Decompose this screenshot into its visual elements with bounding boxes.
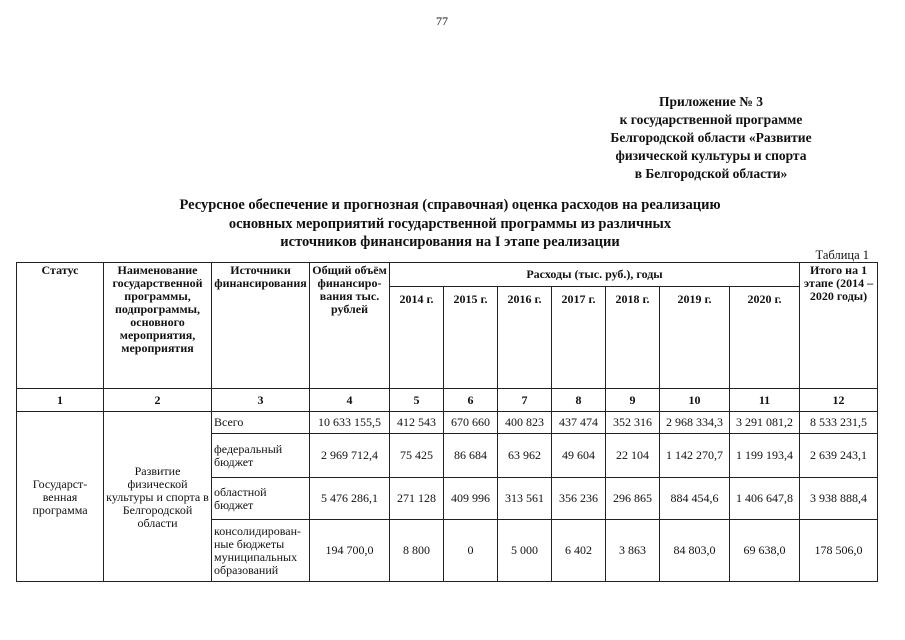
header-year: 2017 г.: [552, 287, 606, 389]
table-label: Таблица 1: [815, 248, 869, 262]
header-sources: Источники финансирования: [212, 263, 310, 389]
column-number: 12: [800, 389, 878, 412]
source-cell: Всего: [212, 412, 310, 434]
stage-total-cell: 8 533 231,5: [800, 412, 878, 434]
appendix-line: к государственной программе: [619, 112, 803, 127]
column-number: 6: [444, 389, 498, 412]
source-cell: федеральный бюджет: [212, 434, 310, 478]
appendix-line: в Белгородской области»: [634, 166, 788, 181]
year-value-cell: 352 316: [606, 412, 660, 434]
header-year: 2015 г.: [444, 287, 498, 389]
year-value-cell: 400 823: [498, 412, 552, 434]
stage-total-cell: 3 938 888,4: [800, 478, 878, 520]
year-value-cell: 0: [444, 520, 498, 582]
year-value-cell: 1 142 270,7: [660, 434, 730, 478]
header-year: 2014 г.: [390, 287, 444, 389]
column-number: 5: [390, 389, 444, 412]
total-cell: 10 633 155,5: [310, 412, 390, 434]
stage-total-cell: 2 639 243,1: [800, 434, 878, 478]
header-stage-total: Итого на 1 этапе (2014 – 2020 годы): [800, 263, 878, 389]
year-value-cell: 49 604: [552, 434, 606, 478]
header-year: 2020 г.: [730, 287, 800, 389]
column-number: 4: [310, 389, 390, 412]
year-value-cell: 884 454,6: [660, 478, 730, 520]
year-value-cell: 409 996: [444, 478, 498, 520]
source-cell: консолидирован-ные бюджеты муниципальных образований: [212, 520, 310, 582]
header-year: 2018 г.: [606, 287, 660, 389]
year-value-cell: 3 863: [606, 520, 660, 582]
year-value-cell: 69 638,0: [730, 520, 800, 582]
year-value-cell: 296 865: [606, 478, 660, 520]
stage-total-cell: 178 506,0: [800, 520, 878, 582]
year-value-cell: 86 684: [444, 434, 498, 478]
column-number-row: [17, 389, 878, 412]
year-value-cell: 670 660: [444, 412, 498, 434]
column-number: 8: [552, 389, 606, 412]
year-value-cell: 8 800: [390, 520, 444, 582]
column-number: 7: [498, 389, 552, 412]
year-value-cell: 1 199 193,4: [730, 434, 800, 478]
header-name: Наименование государственной программы, подпрограммы, основного мероприятия, мероприятия: [104, 263, 212, 389]
year-value-cell: 313 561: [498, 478, 552, 520]
year-value-cell: 412 543: [390, 412, 444, 434]
title-line: источников финансирования на I этапе реализации: [280, 234, 620, 250]
year-value-cell: 84 803,0: [660, 520, 730, 582]
column-number: 10: [660, 389, 730, 412]
year-value-cell: 2 968 334,3: [660, 412, 730, 434]
header-year: 2019 г.: [660, 287, 730, 389]
appendix-heading: [551, 93, 871, 183]
year-value-cell: 1 406 647,8: [730, 478, 800, 520]
document-title: [125, 196, 775, 252]
header-expenses: Расходы (тыс. руб.), годы: [390, 263, 800, 287]
status-cell: Государст-венная программа: [17, 412, 104, 582]
source-cell: областной бюджет: [212, 478, 310, 520]
appendix-line: Белгородской области «Развитие: [610, 130, 812, 145]
header-status: Статус: [17, 263, 104, 389]
table-row: [17, 412, 878, 434]
header-total: Общий объём финансиро-вания тыс. рублей: [310, 263, 390, 389]
resource-table: [16, 262, 878, 582]
column-number: 11: [730, 389, 800, 412]
column-number: 3: [212, 389, 310, 412]
column-number: 2: [104, 389, 212, 412]
total-cell: 5 476 286,1: [310, 478, 390, 520]
year-value-cell: 5 000: [498, 520, 552, 582]
year-value-cell: 3 291 081,2: [730, 412, 800, 434]
column-number: 1: [17, 389, 104, 412]
year-value-cell: 356 236: [552, 478, 606, 520]
total-cell: 194 700,0: [310, 520, 390, 582]
program-name-cell: Развитие физической культуры и спорта в Белгородской области: [104, 412, 212, 582]
appendix-line: Приложение № 3: [659, 94, 763, 109]
title-line: основных мероприятий государственной программы из различных: [228, 215, 672, 232]
year-value-cell: 437 474: [552, 412, 606, 434]
appendix-line: физической культуры и спорта: [615, 148, 807, 163]
total-cell: 2 969 712,4: [310, 434, 390, 478]
year-value-cell: 63 962: [498, 434, 552, 478]
year-value-cell: 271 128: [390, 478, 444, 520]
year-value-cell: 75 425: [390, 434, 444, 478]
year-value-cell: 6 402: [552, 520, 606, 582]
page-number: 77: [436, 14, 448, 28]
column-number: 9: [606, 389, 660, 412]
title-line: Ресурсное обеспечение и прогнозная (справочная) оценка расходов на реализацию: [179, 197, 721, 213]
header-year: 2016 г.: [498, 287, 552, 389]
year-value-cell: 22 104: [606, 434, 660, 478]
header-row: [17, 263, 878, 287]
